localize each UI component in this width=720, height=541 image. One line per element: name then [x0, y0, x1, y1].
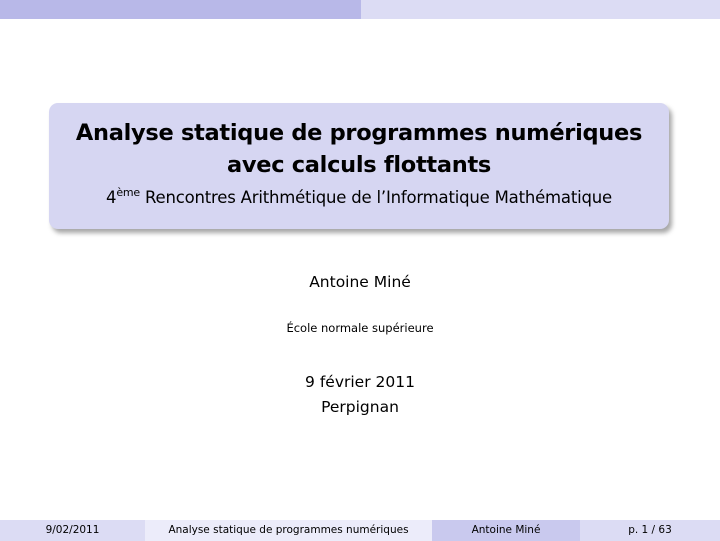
date-location-block	[0, 370, 720, 420]
subtitle-superscript: ème	[116, 186, 140, 199]
footer-author: Antoine Miné	[432, 520, 580, 541]
institute-name: École normale supérieure	[286, 321, 434, 335]
footer-title: Analyse statique de programmes numériques	[145, 520, 432, 541]
slide-title-line2: avec calculs flottants	[226, 152, 492, 178]
footer-page-number: p. 1 / 63	[580, 520, 720, 541]
slide-subtitle	[49, 187, 669, 209]
footer-bar	[0, 520, 720, 541]
author-name: Antoine Miné	[309, 273, 411, 291]
slide-title	[49, 103, 669, 181]
header-progress-bar	[0, 0, 720, 19]
header-bar-left	[0, 0, 361, 19]
title-block	[49, 103, 669, 229]
presentation-date: 9 février 2011	[305, 373, 415, 391]
header-bar-right	[361, 0, 720, 19]
subtitle-text: Rencontres Arithmétique de l’Informatique Mathématique	[139, 188, 612, 207]
presentation-location: Perpignan	[321, 398, 399, 416]
slide-title-line1: Analyse statique de programmes numériques	[75, 120, 643, 146]
footer-date: 9/02/2011	[0, 520, 145, 541]
subtitle-ordinal: 4	[106, 188, 117, 207]
